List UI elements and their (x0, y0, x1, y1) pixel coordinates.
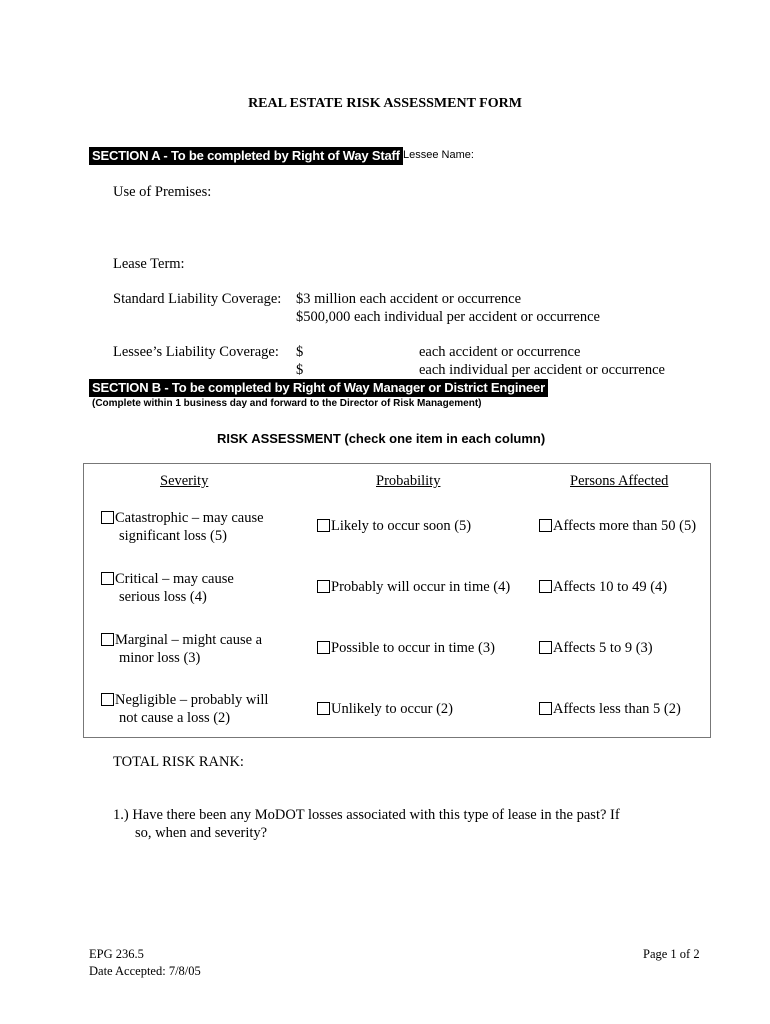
severity-option-2[interactable] (101, 691, 268, 709)
severity-option-5[interactable] (101, 509, 264, 527)
total-risk-rank-label: TOTAL RISK RANK: (113, 754, 244, 770)
probability-header: Probability (376, 473, 441, 489)
footer-page-number: Page 1 of 2 (643, 947, 700, 961)
severity-checkbox-5[interactable] (101, 511, 114, 524)
dollar-sign-2: $ (296, 362, 304, 378)
probability-checkbox-3[interactable] (317, 641, 330, 654)
persons-option-2[interactable] (539, 700, 681, 718)
probability-checkbox-2[interactable] (317, 702, 330, 715)
risk-assessment-title: RISK ASSESSMENT (check one item in each column) (217, 431, 546, 446)
standard-coverage-line2: $500,000 each individual per accident or occurrence (296, 309, 600, 325)
footer-code: EPG 236.5 (89, 947, 144, 961)
persons-option-5[interactable] (539, 517, 696, 535)
persons-option-2-label: Affects less than 5 (2) (553, 701, 681, 717)
severity-option-3-label: Marginal – might cause a (115, 632, 263, 648)
probability-option-2-label: Unlikely to occur (2) (331, 701, 454, 717)
persons-option-4[interactable] (539, 578, 667, 596)
persons-option-3-label: Affects 5 to 9 (3) (553, 640, 653, 656)
probability-checkbox-4[interactable] (317, 580, 330, 593)
probability-option-2[interactable] (317, 700, 453, 718)
probability-checkbox-5[interactable] (317, 519, 330, 532)
probability-option-3[interactable] (317, 639, 495, 657)
probability-option-4-label: Probably will occur in time (4) (331, 579, 511, 595)
persons-option-3[interactable] (539, 639, 653, 657)
severity-checkbox-3[interactable] (101, 633, 114, 646)
standard-coverage-label: Standard Liability Coverage: (113, 291, 282, 307)
question-1-line1: 1.) Have there been any MoDOT losses associated with this type of lease in the past? If (113, 807, 620, 823)
lease-term-label: Lease Term: (113, 256, 185, 272)
persons-checkbox-2[interactable] (539, 702, 552, 715)
severity-checkbox-2[interactable] (101, 693, 114, 706)
probability-option-5[interactable] (317, 517, 471, 535)
section-b-header: SECTION B - To be completed by Right of Way Manager or District Engineer (89, 379, 548, 397)
section-a-header: SECTION A - To be completed by Right of Way Staff (89, 147, 403, 165)
section-b-subtitle: (Complete within 1 business day and forward to the Director of Risk Management) (92, 398, 482, 409)
persons-checkbox-3[interactable] (539, 641, 552, 654)
persons-affected-header: Persons Affected (570, 473, 669, 489)
severity-header: Severity (160, 473, 209, 489)
severity-option-3-label-cont: minor loss (3) (119, 650, 201, 666)
lessee-name-label: Lessee Name: (403, 149, 474, 161)
probability-option-3-label: Possible to occur in time (3) (331, 640, 495, 656)
probability-option-5-label: Likely to occur soon (5) (331, 518, 472, 534)
severity-option-2-label: Negligible – probably will (115, 692, 269, 708)
lessee-coverage-line1: each accident or occurrence (419, 344, 581, 360)
question-1-line2: so, when and severity? (135, 825, 268, 841)
dollar-sign-1: $ (296, 344, 304, 360)
severity-option-4-label: Critical – may cause (115, 571, 234, 587)
severity-option-5-label: Catastrophic – may cause (115, 510, 264, 526)
persons-option-5-label: Affects more than 50 (5) (553, 518, 697, 534)
lessee-coverage-line2: each individual per accident or occurrence (419, 362, 665, 378)
lessee-coverage-label: Lessee’s Liability Coverage: (113, 344, 279, 360)
persons-option-4-label: Affects 10 to 49 (4) (553, 579, 668, 595)
severity-option-4[interactable] (101, 570, 234, 588)
severity-option-4-label-cont: serious loss (4) (119, 589, 207, 605)
persons-checkbox-5[interactable] (539, 519, 552, 532)
footer-date-accepted: Date Accepted: 7/8/05 (89, 964, 201, 978)
form-title: REAL ESTATE RISK ASSESSMENT FORM (248, 96, 522, 111)
severity-option-5-label-cont: significant loss (5) (119, 528, 227, 544)
standard-coverage-line1: $3 million each accident or occurrence (296, 291, 522, 307)
probability-option-4[interactable] (317, 578, 510, 596)
severity-checkbox-4[interactable] (101, 572, 114, 585)
severity-option-3[interactable] (101, 631, 262, 649)
severity-option-2-label-cont: not cause a loss (2) (119, 710, 231, 726)
use-of-premises-label: Use of Premises: (113, 184, 212, 200)
persons-checkbox-4[interactable] (539, 580, 552, 593)
